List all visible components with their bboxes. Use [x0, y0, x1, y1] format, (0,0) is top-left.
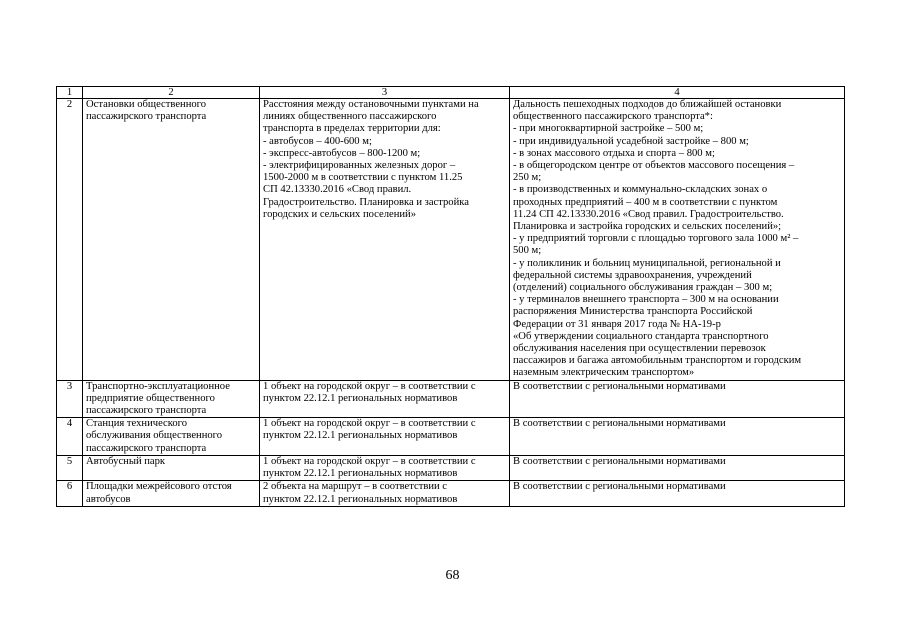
table-row: [57, 418, 845, 456]
facility-norm: 1 объект на городской округ – в соответствии с пунктом 22.12.1 региональных нормативов: [260, 418, 510, 456]
accessibility-norm: Дальность пешеходных подходов до ближайшей остановки общественного пассажирского транспорта*: - при многоквартирной застройке – 500 м; - при индивидуальной усадебной застройке – 800 м; - в зонах массового отдыха и спорта – 800 м; - в общегородском центре от объектов массового посещения – 250 м; - в производственных и коммунально-складских зонах о проходных предприятий – 400 м в соответствии с пунктом 11.24 СП 42.13330.2016 «Свод правил. Градостроительство. Планировка и застройка городских и сельских поселений»; - у предприятий торговли с площадью торгового зала 1000 м² – 500 м; - у поликлиник и больниц муниципальной, региональной и федеральной системы здравоохранения, учреждений (отделений) социального обслуживания граждан – 300 м; - у терминалов внешнего транспорта – 300 м на основании распоряжения Министерства транспорта Российской Федерации от 31 января 2017 года № НА-19-р «Об утверждении социального стандарта транспортного обслуживания населения при осуществлении перевозок пассажиров и багажа автомобильным транспортом и городским наземным электрическим транспортом»: [510, 99, 845, 381]
header-row: [57, 87, 845, 99]
facility-name: Транспортно-эксплуатационное предприятие общественного пассажирского транспорта: [83, 380, 260, 418]
facility-norm: 1 объект на городской округ – в соответствии с пунктом 22.12.1 региональных нормативов: [260, 380, 510, 418]
accessibility-norm: В соответствии с региональными нормативами: [510, 418, 845, 456]
page-number: 68: [445, 568, 460, 583]
accessibility-norm: В соответствии с региональными нормативами: [510, 455, 845, 480]
facility-name: Площадки межрейсового отстоя автобусов: [83, 481, 260, 506]
accessibility-norm: В соответствии с региональными нормативами: [510, 380, 845, 418]
row-number: 6: [57, 481, 83, 506]
row-number: 2: [57, 99, 83, 381]
facility-name: Автобусный парк: [83, 455, 260, 480]
facility-norm: 2 объекта на маршрут – в соответствии с пунктом 22.12.1 региональных нормативов: [260, 481, 510, 506]
table-row: [57, 99, 845, 381]
row-number: 3: [57, 380, 83, 418]
facility-name: Остановки общественного пассажирского транспорта: [83, 99, 260, 381]
table-row: [57, 380, 845, 418]
row-number: 4: [57, 418, 83, 456]
accessibility-norm: В соответствии с региональными нормативами: [510, 481, 845, 506]
row-number: 5: [57, 455, 83, 480]
table-header: [57, 87, 845, 99]
facility-norm: Расстояния между остановочными пунктами на линиях общественного пассажирского транспорта в пределах территории для: - автобусов – 400-600 м; - экспресс-автобусов – 800-1200 м; - электрифицированных железных дорог – 1500-2000 м в соответствии с пунктом 11.25 СП 42.13330.2016 «Свод правил. Градостроительство. Планировка и застройка городских и сельских поселений»: [260, 99, 510, 381]
header-col-4: 4: [510, 87, 845, 99]
table-row: [57, 481, 845, 506]
facility-name: Станция технического обслуживания общественного пассажирского транспорта: [83, 418, 260, 456]
header-col-1: 1: [57, 87, 83, 99]
norms-table: [56, 86, 845, 507]
header-col-2: 2: [83, 87, 260, 99]
header-col-3: 3: [260, 87, 510, 99]
facility-norm: 1 объект на городской округ – в соответствии с пунктом 22.12.1 региональных нормативов: [260, 455, 510, 480]
table-row: [57, 455, 845, 480]
table-body: [57, 99, 845, 507]
